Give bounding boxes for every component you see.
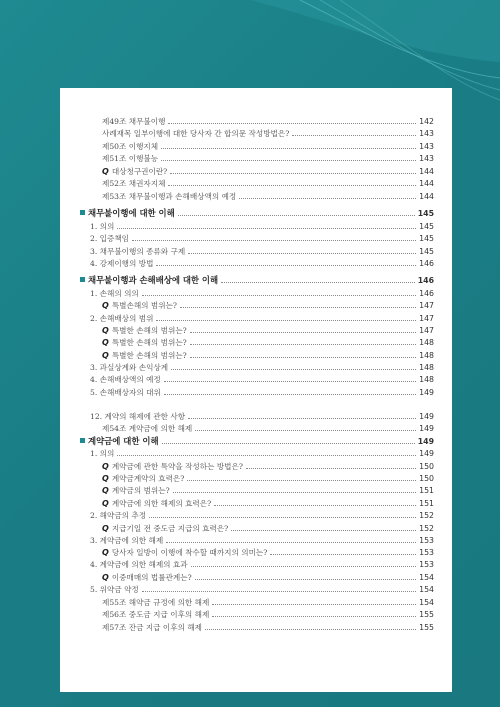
toc-entry[interactable] bbox=[102, 621, 434, 633]
toc-entry[interactable] bbox=[90, 373, 434, 385]
dot-leader bbox=[166, 541, 416, 543]
toc-entry-text: 1. 의의 bbox=[90, 221, 115, 231]
question-icon: Q bbox=[102, 498, 109, 508]
toc-entry-text: 계약금에 의한 해제의 효력은? bbox=[111, 498, 212, 508]
toc-entry-text: 대상청구권이란? bbox=[111, 166, 168, 176]
toc-entry-text: 3. 과실상계와 손익상계 bbox=[90, 362, 169, 372]
toc-page-number: 149 bbox=[419, 448, 434, 458]
toc-page-number: 147 bbox=[419, 325, 434, 335]
toc-entry[interactable] bbox=[102, 115, 434, 127]
toc-entry[interactable] bbox=[102, 571, 434, 583]
dot-leader bbox=[270, 553, 416, 555]
toc-page-number: 149 bbox=[419, 387, 434, 397]
toc-entry-label bbox=[90, 559, 188, 570]
toc-page-number: 153 bbox=[419, 535, 434, 545]
dot-leader bbox=[173, 491, 416, 493]
toc-entry-label bbox=[88, 274, 218, 286]
question-icon: Q bbox=[102, 547, 109, 557]
toc-entry[interactable] bbox=[102, 177, 434, 189]
toc-entry-text: 계약금에 대한 이해 bbox=[88, 436, 159, 446]
toc-entry-label bbox=[102, 350, 187, 361]
toc-entry[interactable] bbox=[90, 245, 434, 257]
toc-page-number: 149 bbox=[419, 423, 434, 433]
toc-page-number: 144 bbox=[419, 191, 434, 201]
toc-page-number: 145 bbox=[417, 208, 434, 218]
toc-page-number: 150 bbox=[419, 461, 434, 471]
dot-leader bbox=[190, 343, 416, 345]
toc-entry-text: 1. 의의 bbox=[90, 448, 115, 458]
toc-entry[interactable] bbox=[90, 447, 434, 459]
dot-leader bbox=[161, 159, 416, 161]
question-icon: Q bbox=[102, 523, 109, 533]
toc-entry-text: 제50조 이행지체 bbox=[102, 141, 159, 151]
dot-leader bbox=[156, 319, 416, 321]
toc-page-number: 143 bbox=[419, 128, 434, 138]
toc-entry-label bbox=[90, 362, 168, 373]
toc-page-number: 150 bbox=[419, 473, 434, 483]
toc-entry-label bbox=[90, 246, 185, 257]
toc-page-number: 144 bbox=[419, 166, 434, 176]
toc-section-heading[interactable] bbox=[80, 274, 434, 286]
toc-page-number: 149 bbox=[419, 411, 434, 421]
toc-page-number: 148 bbox=[419, 374, 434, 384]
dot-leader bbox=[117, 227, 416, 229]
toc-entry-text: 제56조 중도금 지급 이후의 해제 bbox=[102, 609, 210, 619]
toc-entry[interactable] bbox=[90, 257, 434, 269]
dot-leader bbox=[190, 331, 416, 333]
toc-entry-label bbox=[90, 584, 139, 595]
toc-entry[interactable] bbox=[102, 596, 434, 608]
toc-entry-label bbox=[90, 387, 161, 398]
toc-entry-text: 3. 계약금에 의한 해제 bbox=[90, 535, 164, 545]
toc-entry-text: 제49조 채무불이행 bbox=[102, 116, 166, 126]
toc-entry[interactable] bbox=[102, 422, 434, 434]
toc-page-number: 154 bbox=[419, 584, 434, 594]
toc-page-number: 142 bbox=[419, 116, 434, 126]
toc-entry[interactable] bbox=[90, 386, 434, 398]
dot-leader bbox=[205, 628, 416, 630]
toc-entry-text: 특별손해의 범위는? bbox=[111, 300, 177, 310]
toc-entry[interactable] bbox=[102, 127, 434, 139]
dot-leader bbox=[164, 380, 416, 382]
toc-entry-label bbox=[102, 485, 170, 496]
toc-entry-text: 계약금계약의 효력은? bbox=[111, 473, 185, 483]
dot-leader bbox=[221, 281, 415, 283]
toc-entry-text: 2. 입증책임 bbox=[90, 233, 130, 243]
toc-entry-text: 제57조 잔금 지급 이후의 해제 bbox=[102, 622, 203, 632]
dot-leader bbox=[239, 197, 416, 199]
dot-leader bbox=[214, 504, 416, 506]
dot-leader bbox=[191, 565, 417, 567]
toc-entry-text: 4. 계약금에 의한 해제의 효과 bbox=[90, 559, 188, 569]
dot-leader bbox=[190, 356, 416, 358]
question-icon: Q bbox=[102, 300, 109, 310]
toc-page-number: 151 bbox=[419, 485, 434, 495]
toc-entry[interactable] bbox=[102, 522, 434, 534]
dot-leader bbox=[156, 264, 416, 266]
section-square-icon bbox=[80, 277, 85, 282]
toc-entry-text: 3. 채무불이행의 종류와 구제 bbox=[90, 246, 186, 256]
toc-entry[interactable] bbox=[102, 140, 434, 152]
toc-entry[interactable] bbox=[90, 312, 434, 324]
toc-entry-label bbox=[102, 523, 228, 534]
toc-entry-text: 특별한 손해의 범위는? bbox=[111, 325, 187, 335]
toc-entry[interactable] bbox=[90, 534, 434, 546]
toc-entry-text: 5. 손해배상자의 대위 bbox=[90, 387, 161, 397]
toc-entry-label bbox=[102, 597, 209, 608]
toc-entry[interactable] bbox=[102, 299, 434, 311]
toc-entry-text: 2. 해약금의 추정 bbox=[90, 510, 147, 520]
toc-entry[interactable] bbox=[90, 287, 434, 299]
toc-page-number: 148 bbox=[419, 350, 434, 360]
toc-page-number: 147 bbox=[419, 300, 434, 310]
toc-page-number: 155 bbox=[419, 622, 434, 632]
toc-entry-text: 사례재목 일부이행에 대한 당사자 간 합의문 작성방법은? bbox=[102, 128, 290, 138]
toc-entry-label bbox=[90, 535, 163, 546]
toc-entry-text: 채무불이행에 대한 이해 bbox=[88, 208, 175, 218]
dot-leader bbox=[231, 529, 416, 531]
toc-entry[interactable] bbox=[102, 497, 434, 509]
toc-entry-label bbox=[102, 178, 165, 189]
toc-entry[interactable] bbox=[90, 232, 434, 244]
toc-entry-label bbox=[102, 473, 184, 484]
toc-page-number: 155 bbox=[419, 609, 434, 619]
toc-page-number: 149 bbox=[417, 436, 434, 446]
toc-entry[interactable] bbox=[90, 558, 434, 570]
dot-leader bbox=[178, 214, 415, 216]
toc-entry-label bbox=[90, 233, 129, 244]
toc-entry-label bbox=[102, 128, 289, 139]
question-icon: Q bbox=[102, 461, 109, 471]
toc-entry-text: 제53조 채무불이행과 손해배상액의 예정 bbox=[102, 191, 237, 201]
toc-entry-text: 1. 손해의 의의 bbox=[90, 288, 139, 298]
section-square-icon bbox=[80, 210, 85, 215]
toc-page bbox=[60, 88, 452, 692]
toc-entry-label bbox=[102, 300, 177, 311]
toc-page-number: 148 bbox=[419, 362, 434, 372]
toc-entry-label bbox=[102, 166, 167, 177]
toc-entry-text: 12. 계약의 해제에 관한 사항 bbox=[90, 411, 186, 421]
toc-page-number: 146 bbox=[417, 275, 434, 285]
toc-page-number: 153 bbox=[419, 547, 434, 557]
toc-entry-text: 4. 손해배상액의 예정 bbox=[90, 374, 161, 384]
toc-entry-label bbox=[102, 461, 243, 472]
dot-leader bbox=[180, 306, 416, 308]
toc-section-heading[interactable] bbox=[80, 435, 434, 447]
toc-entry[interactable] bbox=[102, 349, 434, 361]
question-icon: Q bbox=[102, 337, 109, 347]
toc-page-number: 151 bbox=[419, 498, 434, 508]
toc-entry-label bbox=[102, 325, 187, 336]
toc-entry-text: 제52조 채권자지체 bbox=[102, 178, 166, 188]
toc-entry-text: 5. 위약금 약정 bbox=[90, 584, 139, 594]
toc-entry[interactable] bbox=[102, 165, 434, 177]
toc-entry-label bbox=[102, 337, 187, 348]
question-icon: Q bbox=[102, 473, 109, 483]
toc-entry-label bbox=[90, 374, 161, 385]
toc-entry-label bbox=[88, 435, 159, 447]
toc-entry-label bbox=[90, 510, 146, 521]
question-icon: Q bbox=[102, 572, 109, 582]
toc-entry-text: 이중매매의 법률관계는? bbox=[111, 572, 192, 582]
toc-entry-text: 2. 손해배상의 범위 bbox=[90, 313, 154, 323]
toc-entry[interactable] bbox=[102, 336, 434, 348]
toc-entry-text: 제55조 해약금 규정에 의한 해제 bbox=[102, 597, 210, 607]
toc-entry-text: 당사자 일방이 이행에 착수할 때까지의 의미는? bbox=[111, 547, 268, 557]
toc-page-number: 146 bbox=[419, 258, 434, 268]
toc-entry-text: 지급기일 전 중도금 지급의 효력은? bbox=[111, 523, 229, 533]
toc-entry-label bbox=[102, 609, 209, 620]
toc-page-number: 145 bbox=[419, 233, 434, 243]
toc-entry[interactable] bbox=[102, 608, 434, 620]
dot-leader bbox=[168, 122, 416, 124]
toc-entry[interactable] bbox=[102, 546, 434, 558]
dot-leader bbox=[246, 467, 416, 469]
toc-page-number: 148 bbox=[419, 337, 434, 347]
dot-leader bbox=[195, 429, 416, 431]
dot-leader bbox=[292, 134, 416, 136]
dot-leader bbox=[162, 442, 415, 444]
toc-page-number: 154 bbox=[419, 597, 434, 607]
dot-leader bbox=[195, 578, 416, 580]
dot-leader bbox=[132, 239, 416, 241]
toc-page-number: 146 bbox=[419, 288, 434, 298]
toc-entry[interactable] bbox=[102, 152, 434, 164]
toc-entry-label bbox=[102, 191, 236, 202]
dot-leader bbox=[170, 172, 416, 174]
toc-entry[interactable] bbox=[90, 220, 434, 232]
question-icon: Q bbox=[102, 325, 109, 335]
toc-entry-label bbox=[102, 423, 192, 434]
dot-leader bbox=[171, 368, 416, 370]
toc-entry[interactable] bbox=[102, 324, 434, 336]
toc-entry-label bbox=[102, 547, 267, 558]
toc-entry-label bbox=[90, 221, 114, 232]
dot-leader bbox=[212, 603, 416, 605]
toc-entry-text: 4. 강제이행의 방법 bbox=[90, 258, 154, 268]
toc-entry-label bbox=[102, 622, 202, 633]
toc-entry[interactable] bbox=[102, 460, 434, 472]
toc-entry-text: 제51조 이행불능 bbox=[102, 153, 159, 163]
toc-page-number: 144 bbox=[419, 178, 434, 188]
toc-entry-label bbox=[102, 498, 211, 509]
question-icon: Q bbox=[102, 350, 109, 360]
toc-entry-text: 채무불이행과 손해배상에 대한 이해 bbox=[88, 275, 219, 285]
toc-entry-label bbox=[102, 141, 158, 152]
toc-entry[interactable] bbox=[90, 361, 434, 373]
toc-page-number: 147 bbox=[419, 313, 434, 323]
dot-leader bbox=[187, 479, 416, 481]
dot-leader bbox=[142, 294, 416, 296]
toc-entry-label bbox=[102, 572, 192, 583]
dot-leader bbox=[161, 147, 416, 149]
toc-page-number: 154 bbox=[419, 572, 434, 582]
toc-page-number: 143 bbox=[419, 141, 434, 151]
toc-entry-label bbox=[90, 313, 153, 324]
toc-entry-label bbox=[90, 448, 114, 459]
toc-entry[interactable] bbox=[90, 583, 434, 595]
toc-page-number: 152 bbox=[419, 510, 434, 520]
question-icon: Q bbox=[102, 166, 109, 176]
dot-leader bbox=[188, 252, 416, 254]
toc-entry-label bbox=[90, 288, 139, 299]
toc-entry-text: 제54조 계약금에 의한 해제 bbox=[102, 423, 193, 433]
dot-leader bbox=[168, 184, 416, 186]
toc-entry-text: 계약금에 관한 특약을 작성하는 방법은? bbox=[111, 461, 243, 471]
dot-leader bbox=[188, 417, 416, 419]
toc-entry-text: 특별한 손해의 범위는? bbox=[111, 337, 187, 347]
toc-entry-text: 특별한 손해의 범위는? bbox=[111, 350, 187, 360]
toc-page-number: 145 bbox=[419, 221, 434, 231]
toc-entry-label bbox=[90, 411, 185, 422]
section-square-icon bbox=[80, 438, 85, 443]
toc-page-number: 145 bbox=[419, 246, 434, 256]
toc-entry[interactable] bbox=[102, 472, 434, 484]
toc-page-number: 153 bbox=[419, 559, 434, 569]
dot-leader bbox=[164, 393, 416, 395]
toc-entry[interactable] bbox=[90, 410, 434, 422]
toc-section-heading[interactable] bbox=[80, 207, 434, 219]
toc-page-number: 143 bbox=[419, 153, 434, 163]
dot-leader bbox=[117, 454, 416, 456]
toc-entry-label bbox=[90, 258, 153, 269]
dot-leader bbox=[142, 590, 416, 592]
toc-entry[interactable] bbox=[102, 190, 434, 202]
dot-leader bbox=[212, 615, 416, 617]
toc-entry-label bbox=[102, 116, 165, 127]
toc-entry[interactable] bbox=[102, 484, 434, 496]
toc-entry-label bbox=[88, 207, 175, 219]
toc-entry-label bbox=[102, 153, 158, 164]
question-icon: Q bbox=[102, 485, 109, 495]
toc-entry[interactable] bbox=[90, 509, 434, 521]
toc-entry-text: 계약금의 범위는? bbox=[111, 485, 170, 495]
toc-page-number: 152 bbox=[419, 523, 434, 533]
dot-leader bbox=[149, 516, 416, 518]
